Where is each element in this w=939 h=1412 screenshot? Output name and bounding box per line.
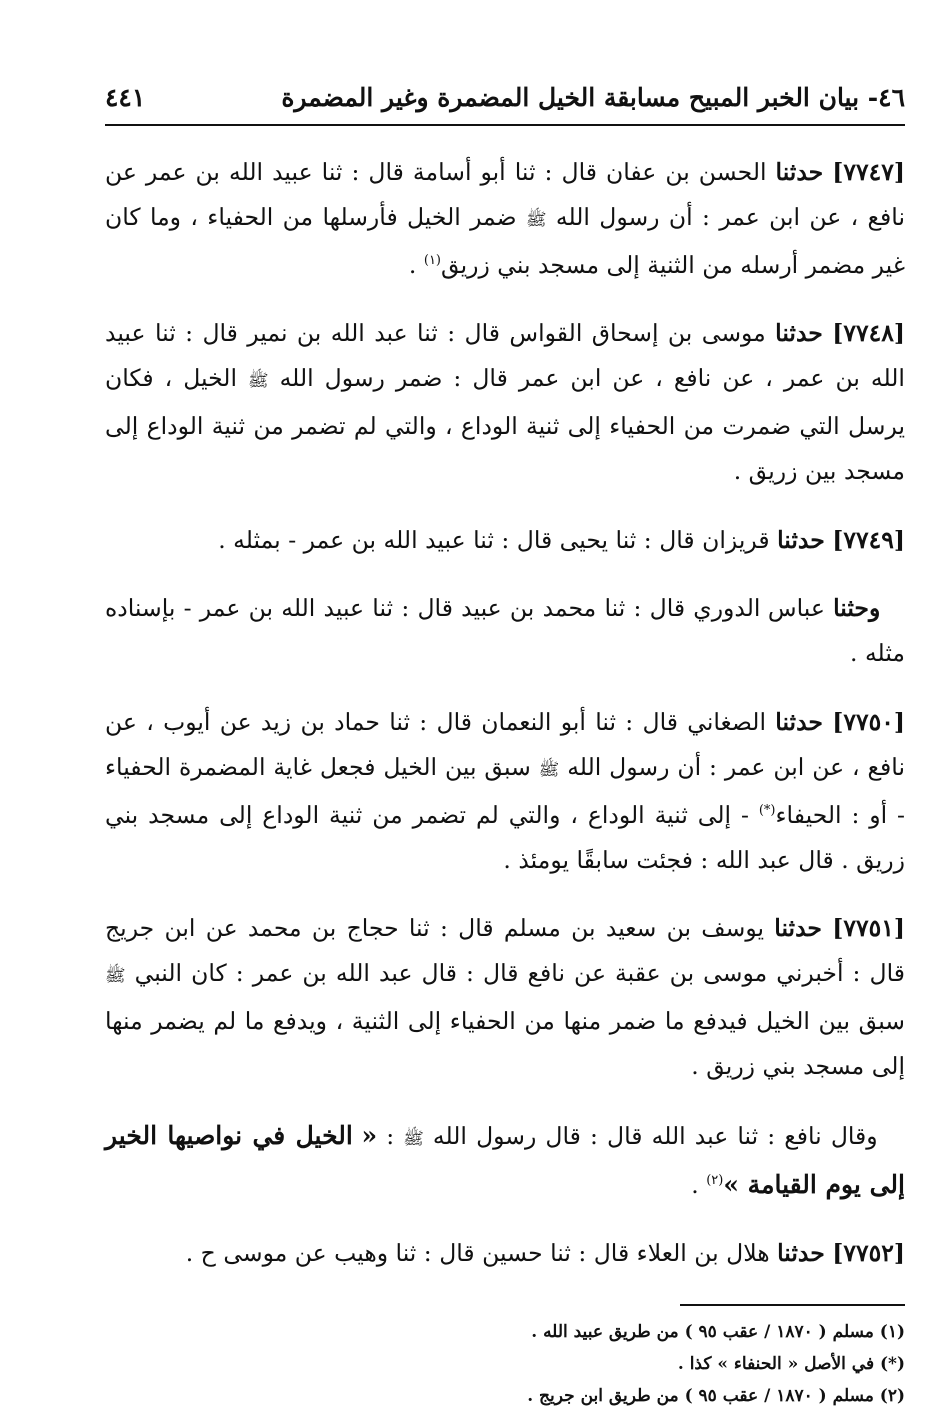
hadith-text: هلال بن العلاء قال : ثنا حسين قال : ثنا وهيب عن موسى ح . xyxy=(185,1239,770,1267)
hadith-text: موسى بن إسحاق القواس قال : ثنا عبد الله بن نمير قال : ثنا عبيد الله بن عمر ، عن نافع ، عن ابن عمر قال : ضمر رسول الله xyxy=(105,319,905,392)
hadith-keyword: حدثنا xyxy=(777,525,825,554)
footnote-marker: (٢) xyxy=(706,1172,724,1188)
hadith-number: [٧٧٥٢] xyxy=(832,1239,905,1267)
hadith-text: . xyxy=(408,250,424,279)
salawat-symbol: ﷺ xyxy=(403,1128,424,1149)
hadith-text: قريزان قال : ثنا يحيى قال : ثنا عبيد الله بن عمر - بمثله . xyxy=(218,525,770,554)
hadith-7751-continuation xyxy=(105,1113,905,1208)
hadith-7748 xyxy=(105,311,905,494)
prophetic-quote: « الخيل في نواصيها الخير إلى يوم القيامة » xyxy=(105,1120,905,1199)
hadith-text: سبق بين الخيل فجعل غاية المضمرة الحفياء - أو : الحيفاء xyxy=(105,752,906,829)
footnote-divider xyxy=(680,1304,905,1306)
salawat-symbol: ﷺ xyxy=(105,966,126,986)
hadith-text: الصغاني قال : ثنا أبو النعمان قال : ثنا حماد بن زيد عن أيوب ، عن نافع ، عن ابن عمر : أن رسول الله xyxy=(105,707,905,781)
hadith-text: سبق بين الخيل فيدفع ما ضمر منها من الحفياء إلى الثنية ، ويدفع ما لم يضمر منها إلى مسجد بني زريق . xyxy=(105,1007,905,1080)
footnote-marker: (١) xyxy=(423,252,441,268)
hadith-7747 xyxy=(105,150,905,288)
page-number: ٤٤١ xyxy=(105,83,146,112)
chapter-title: ٤٦- بيان الخبر المبيح مسابقة الخيل المضمرة وغير المضمرة xyxy=(281,83,905,112)
hadith-text: الحسن بن عفان قال : ثنا أبو أسامة قال : ثنا عبيد الله بن عمر عن نافع ، عن ابن عمر : أن رسول الله xyxy=(105,157,905,231)
hadith-text: - إلى ثنية الوداع ، والتي لم تضمر من ثنية الوداع إلى مسجد بني زريق . قال عبد الله : فجئت سابقًا يومئذ . xyxy=(105,800,905,874)
footnotes xyxy=(105,1316,905,1412)
footnote-1: (١) مسلم ( ١٨٧٠ / عقب ٩٥ ) من طريق عبيد الله . xyxy=(531,1322,905,1342)
hadith-number: [٧٧٥١] xyxy=(832,914,905,942)
hadith-7749 xyxy=(105,518,905,563)
hadith-7750 xyxy=(105,700,905,883)
hadith-text: عباس الدوري قال : ثنا محمد بن عبيد قال : ثنا عبيد الله بن عمر - بإسناده مثله . xyxy=(105,594,905,667)
hadith-keyword: حدثنا xyxy=(777,1239,825,1267)
hadith-7751 xyxy=(105,906,905,1089)
salawat-symbol: ﷺ xyxy=(538,759,560,780)
hadith-keyword: حدثنا xyxy=(775,157,824,186)
header-divider xyxy=(105,124,905,126)
page-header xyxy=(105,78,905,118)
book-page xyxy=(105,78,905,1412)
hadith-text: : xyxy=(377,1121,404,1150)
footnote-star: (*) في الأصل « الحنفاء » كذا . xyxy=(677,1354,905,1374)
hadith-number: [٧٧٥٠] xyxy=(832,707,905,736)
footnote-2: (٢) مسلم ( ١٨٧٠ / عقب ٩٥ ) من طريق ابن جريج . xyxy=(527,1386,905,1406)
hadith-keyword: حدثنا xyxy=(775,707,823,736)
salawat-symbol: ﷺ xyxy=(248,371,269,391)
hadith-text: وقال نافع : ثنا عبد الله قال : قال رسول الله xyxy=(432,1121,878,1150)
hadith-keyword: حدثنا xyxy=(775,319,823,347)
hadith-7752 xyxy=(105,1231,905,1276)
footnote-marker: (*) xyxy=(758,802,776,818)
hadith-text: ضمر الخيل فأرسلها من الحفياء ، وما كان غير مضمر أرسله من الثنية إلى مسجد بني زريق xyxy=(105,202,905,279)
hadith-text: الخيل ، فكان يرسل التي ضمرت من الحفياء إلى ثنية الوداع ، والتي لم تضمر من ثنية الوداع إلى مسجد بين زريق . xyxy=(105,364,905,485)
hadith-text: يوسف بن سعيد بن مسلم قال : ثنا حجاج بن محمد عن ابن جريج قال : أخبرني موسى بن عقبة عن نافع قال : قال عبد الله بن عمر : كان النبي xyxy=(105,914,905,987)
hadith-keyword: وحثنا xyxy=(833,594,881,622)
salawat-symbol: ﷺ xyxy=(525,209,547,230)
hadith-number: [٧٧٤٩] xyxy=(832,525,905,554)
hadith-number: [٧٧٤٧] xyxy=(832,157,905,186)
hadith-7749-alt-chain xyxy=(105,586,905,676)
hadith-text: . xyxy=(691,1170,707,1199)
hadith-keyword: حدثنا xyxy=(774,914,822,942)
hadith-number: [٧٧٤٨] xyxy=(832,319,905,347)
